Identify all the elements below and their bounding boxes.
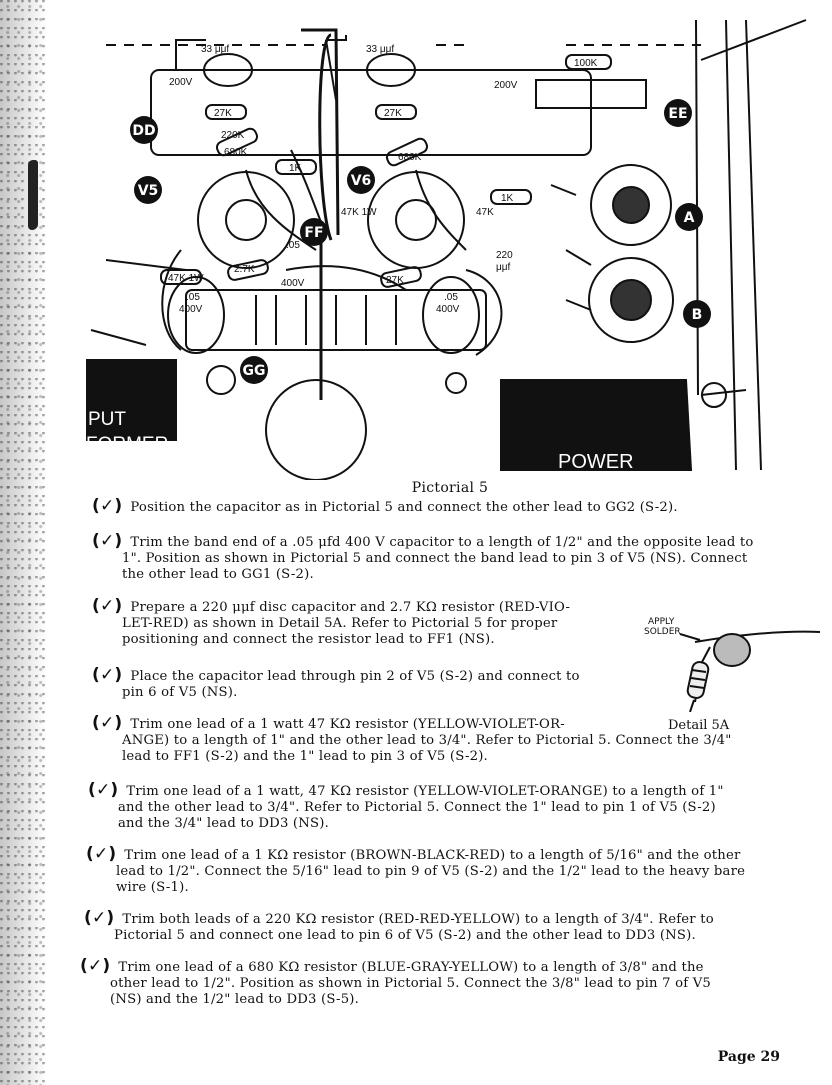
step-5-line-1: Trim one lead of a 1 watt 47 KΩ resistor (YELLOW-VIOLET-OR- <box>130 717 565 732</box>
checkmark-icon: (✓) <box>80 956 111 976</box>
step-9-line-1: Trim one lead of a 680 KΩ resistor (BLUE-GRAY-YELLOW) to a length of 3/8" and the <box>118 960 704 975</box>
label-400v-mid: 400V <box>281 278 305 289</box>
label-put: PUT <box>88 409 126 430</box>
label-2-7k: 2.7K <box>234 264 255 275</box>
step-4-line-1: Place the capacitor lead through pin 2 of V5 (S-2) and connect to <box>130 669 580 684</box>
step-6-line-2: and the other lead to 3/4". Refer to Pictorial 5. Connect the 1" lead to pin 1 of V5 (S-2) <box>118 800 716 815</box>
scan-edge-shadow <box>0 0 46 1085</box>
step-7-line-1: Trim one lead of a 1 KΩ resistor (BROWN-BLACK-RED) to a length of 5/16" and the other <box>124 848 741 863</box>
checkmark-icon: (✓) <box>86 844 117 864</box>
label-680k-right: 680K <box>398 152 422 163</box>
label-47k-mid: 47K 1W <box>341 207 377 218</box>
callout-dd: DD <box>132 123 156 139</box>
step-1 <box>92 498 792 516</box>
callout-a: A <box>683 210 695 226</box>
label-1k-right: 1K <box>501 193 514 204</box>
step-3-line-3: positioning and connect the resistor lead to FF1 (NS). <box>122 632 495 647</box>
scan-artifact <box>28 160 38 230</box>
checkmark-icon: (✓) <box>92 596 123 616</box>
label-27k-low: 27K <box>386 275 404 286</box>
detail-5a <box>640 612 825 740</box>
label-uuf: μμf <box>496 262 511 273</box>
checkmark-icon: (✓) <box>92 713 123 733</box>
step-2-line-3: the other lead to GG1 (S-2). <box>122 567 314 582</box>
page-number: Page 29 <box>717 1049 780 1065</box>
step-3-line-1: Prepare a 220 μμf disc capacitor and 2.7 KΩ resistor (RED-VIO- <box>130 600 571 615</box>
step-8-line-1: Trim both leads of a 220 KΩ resistor (RED-RED-YELLOW) to a length of 3/4". Refer to <box>122 912 714 927</box>
callout-ff: FF <box>304 225 324 241</box>
step-4-line-2: pin 6 of V5 (NS). <box>122 685 238 700</box>
detail-5a-drawing <box>640 612 825 712</box>
label-cap-33-left: 33 μμf <box>201 44 230 55</box>
step-6 <box>88 782 792 832</box>
step-9-line-3: (NS) and the 1/2" lead to DD3 (S-5). <box>110 992 360 1007</box>
label-1k-left: 1K <box>289 163 302 174</box>
step-2 <box>92 533 792 583</box>
label-power: POWER <box>558 451 634 473</box>
step-5-line-2: ANGE) to a length of 1" and the other lead to 3/4". Refer to Pictorial 5. Connect the 3/4" <box>122 733 732 748</box>
wiring-diagram-svg <box>46 0 832 480</box>
callout-b: B <box>691 307 703 323</box>
step-7-line-3: wire (S-1). <box>116 880 189 895</box>
label-200v-left: 200V <box>169 77 193 88</box>
step-9 <box>80 958 792 1008</box>
label-former: FORMER <box>86 434 169 455</box>
checkmark-icon: (✓) <box>84 908 115 928</box>
label-05-left: .05 <box>186 292 200 303</box>
checkmark-icon: (✓) <box>88 780 119 800</box>
label-400v-right: 400V <box>436 304 460 315</box>
step-8-line-2: Pictorial 5 and connect one lead to pin 6 of V5 (S-2) and the other lead to DD3 (NS). <box>114 928 696 943</box>
label-680k-left: 680K <box>224 147 248 158</box>
callout-gg: GG <box>242 363 266 379</box>
label-cap-33-right: 33 μμf <box>366 44 395 55</box>
label-220k: 220K <box>221 130 245 141</box>
label-05-right: .05 <box>444 292 458 303</box>
step-2-line-2: 1". Position as shown in Pictorial 5 and connect the band lead to pin 3 of V5 (NS). Connect <box>122 551 748 566</box>
label-220: 220 <box>496 250 513 261</box>
step-7-line-2: lead to 1/2". Connect the 5/16" lead to pin 9 of V5 (S-2) and the 1/2" lead to the heavy bare <box>116 864 746 879</box>
label-27k-right: 27K <box>384 108 402 119</box>
detail-apply-label: APPLY <box>648 617 675 627</box>
label-100k: 100K <box>574 58 598 69</box>
step-1-line-1: Position the capacitor as in Pictorial 5 and connect the other lead to GG2 (S-2). <box>130 500 678 515</box>
checkmark-icon: (✓) <box>92 496 123 516</box>
detail-solder-label: SOLDER <box>644 627 681 637</box>
step-3 <box>92 598 622 648</box>
label-400v-left: 400V <box>179 304 203 315</box>
label-47k-right: 47K <box>476 207 494 218</box>
step-5-line-3: lead to FF1 (S-2) and the 1" lead to pin 3 of V5 (S-2). <box>122 749 488 764</box>
step-4 <box>92 667 622 701</box>
label-47k-left: 47K 1W <box>168 273 204 284</box>
step-6-line-1: Trim one lead of a 1 watt, 47 KΩ resistor (YELLOW-VIOLET-ORANGE) to a length of 1" <box>126 784 724 799</box>
detail-5a-title: Detail 5A <box>668 718 730 733</box>
label-05-mid: .05 <box>286 240 300 251</box>
step-6-line-3: and the 3/4" lead to DD3 (NS). <box>118 816 329 831</box>
pictorial-5-wiring-diagram <box>46 0 832 480</box>
step-9-line-2: other lead to 1/2". Position as shown in Pictorial 5. Connect the 3/8" lead to pin 7 of V5 <box>110 976 712 991</box>
step-8 <box>84 910 792 944</box>
checkmark-icon: (✓) <box>92 665 123 685</box>
label-200v-right: 200V <box>494 80 518 91</box>
pictorial-caption: Pictorial 5 <box>411 480 489 496</box>
label-27k-left: 27K <box>214 108 232 119</box>
step-7 <box>86 846 792 896</box>
checkmark-icon: (✓) <box>92 531 123 551</box>
callout-v5: V5 <box>137 183 159 199</box>
step-2-line-1: Trim the band end of a .05 μfd 400 V capacitor to a length of 1/2" and the opposite lead to <box>130 535 754 550</box>
step-3-line-2: LET-RED) as shown in Detail 5A. Refer to Pictorial 5 for proper <box>122 616 558 631</box>
callout-v6: V6 <box>350 173 372 189</box>
callout-ee: EE <box>668 106 688 122</box>
